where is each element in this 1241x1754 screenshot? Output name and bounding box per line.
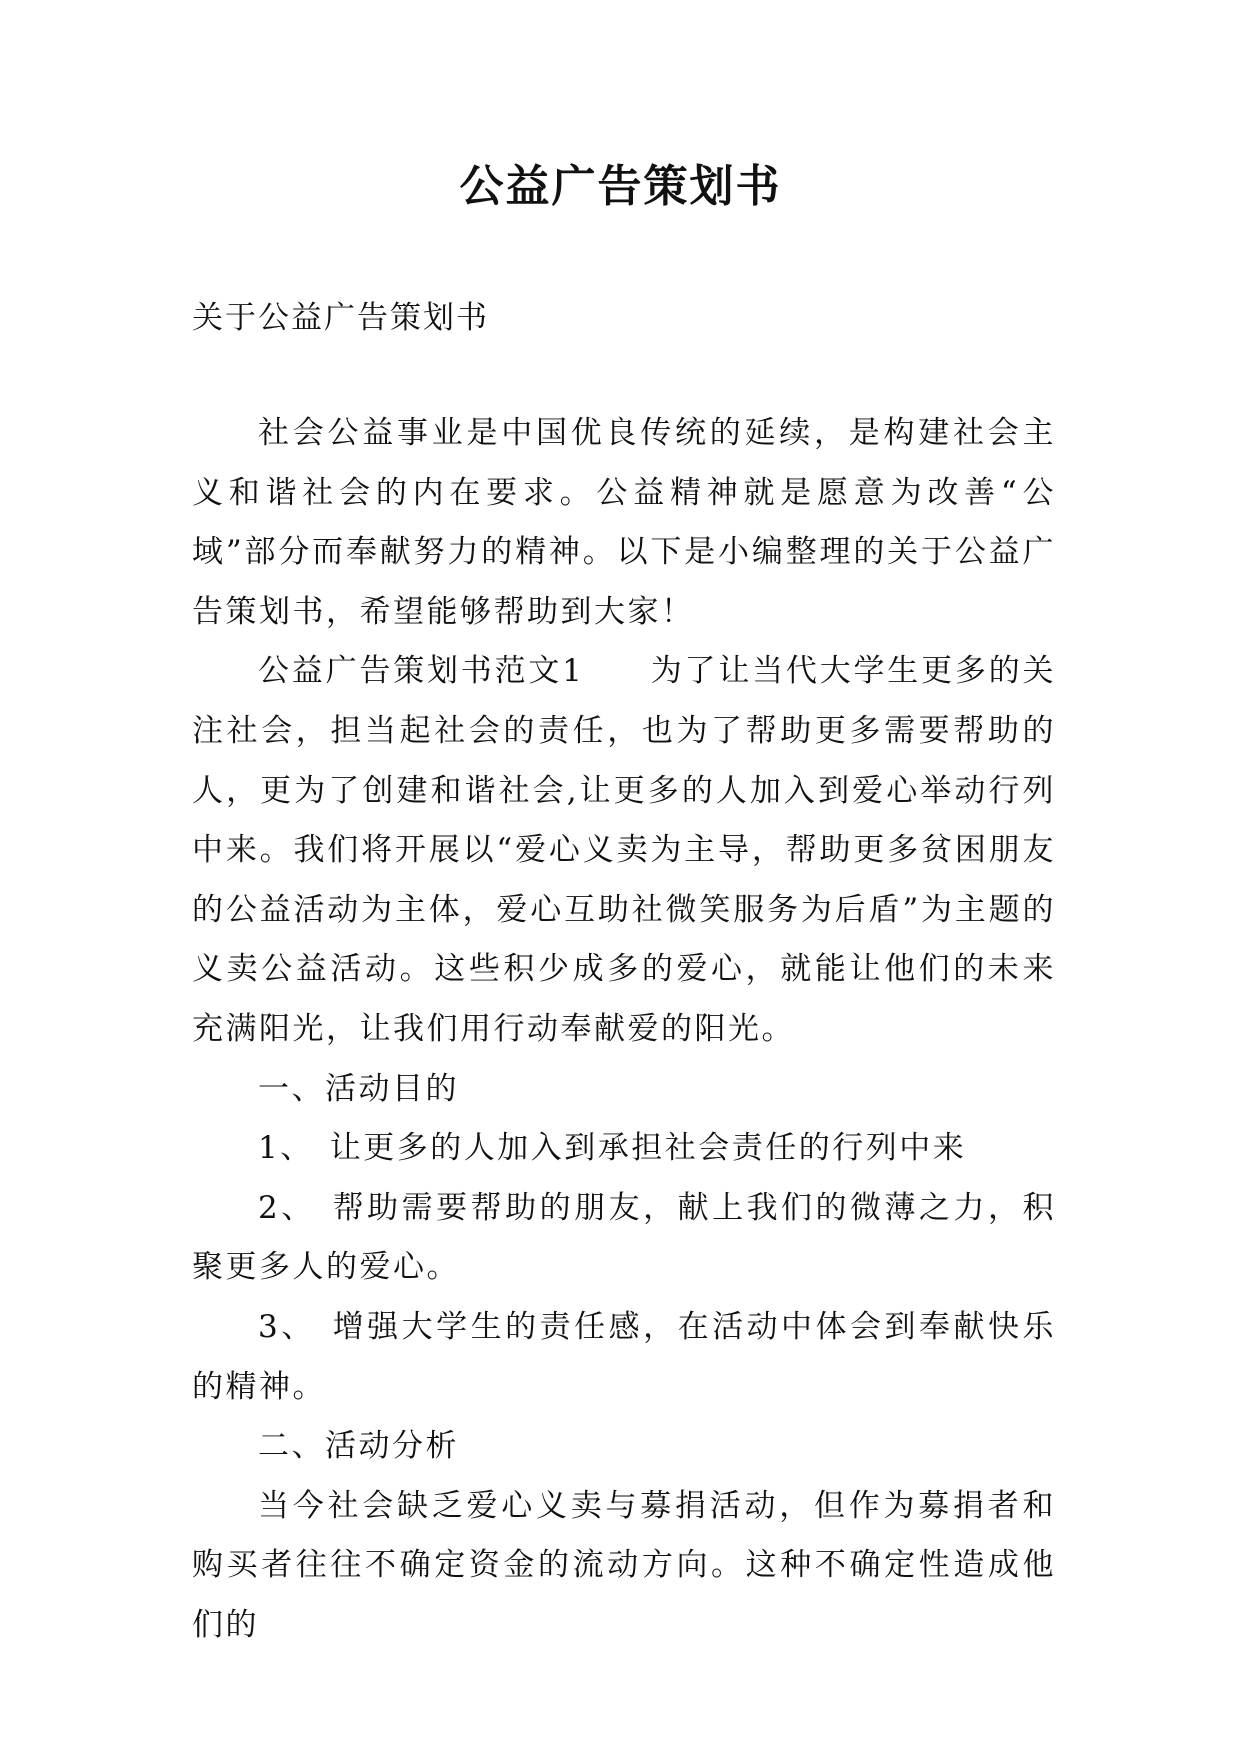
list-item-1-number: 1、 xyxy=(258,1130,314,1167)
list-item-1-text: 让更多的人加入到承担社会责任的行列中来 xyxy=(329,1130,967,1167)
intro-paragraph: 社会公益事业是中国优良传统的延续，是构建社会主义和谐社会的内在要求。公益精神就是愿意为改善“公域”部分而奉献努力的精神。以下是小编整理的关于公益广告策划书，希望能够帮助到大家！ xyxy=(192,415,1056,630)
list-item-1 xyxy=(192,1119,1056,1179)
document-subtitle: 关于公益广告策划书 xyxy=(192,300,489,336)
analysis-paragraph: 当今社会缺乏爱心义卖与募捐活动，但作为募捐者和购买者往往不确定资金的流动方向。这种不确定性造成他们的 xyxy=(192,1487,1056,1643)
sample-heading: 公益广告策划书范文1 xyxy=(258,653,585,690)
sample-paragraph xyxy=(192,642,1056,1059)
list-item-2-text: 帮助需要帮助的朋友，献上我们的微薄之力，积聚更多人的爱心。 xyxy=(192,1189,1056,1286)
document-title: 公益广告策划书 xyxy=(459,161,782,212)
list-item-2 xyxy=(192,1179,1056,1298)
section-heading-analysis: 二、活动分析 xyxy=(258,1428,459,1465)
section-heading-purpose: 一、活动目的 xyxy=(258,1070,459,1107)
list-item-2-number: 2、 xyxy=(258,1189,316,1226)
list-item-3-number: 3、 xyxy=(258,1308,316,1345)
sample-body: 为了让当代大学生更多的关注社会，担当起社会的责任，也为了帮助更多需要帮助的人，更为了创建和谐社会,让更多的人加入到爱心举动行列中来。我们将开展以“爱心义卖为主导，帮助更多贫困朋友的公益活动为主体，爱心互助社微笑服务为后盾”为主题的义卖公益活动。这些积少成多的爱心，就能让他们的未来充满阳光，让我们用行动奉献爱的阳光。 xyxy=(192,653,1057,1047)
list-item-3 xyxy=(192,1298,1056,1417)
document-body xyxy=(192,404,1056,1655)
list-item-3-text: 增强大学生的责任感，在活动中体会到奉献快乐的精神。 xyxy=(192,1308,1056,1405)
